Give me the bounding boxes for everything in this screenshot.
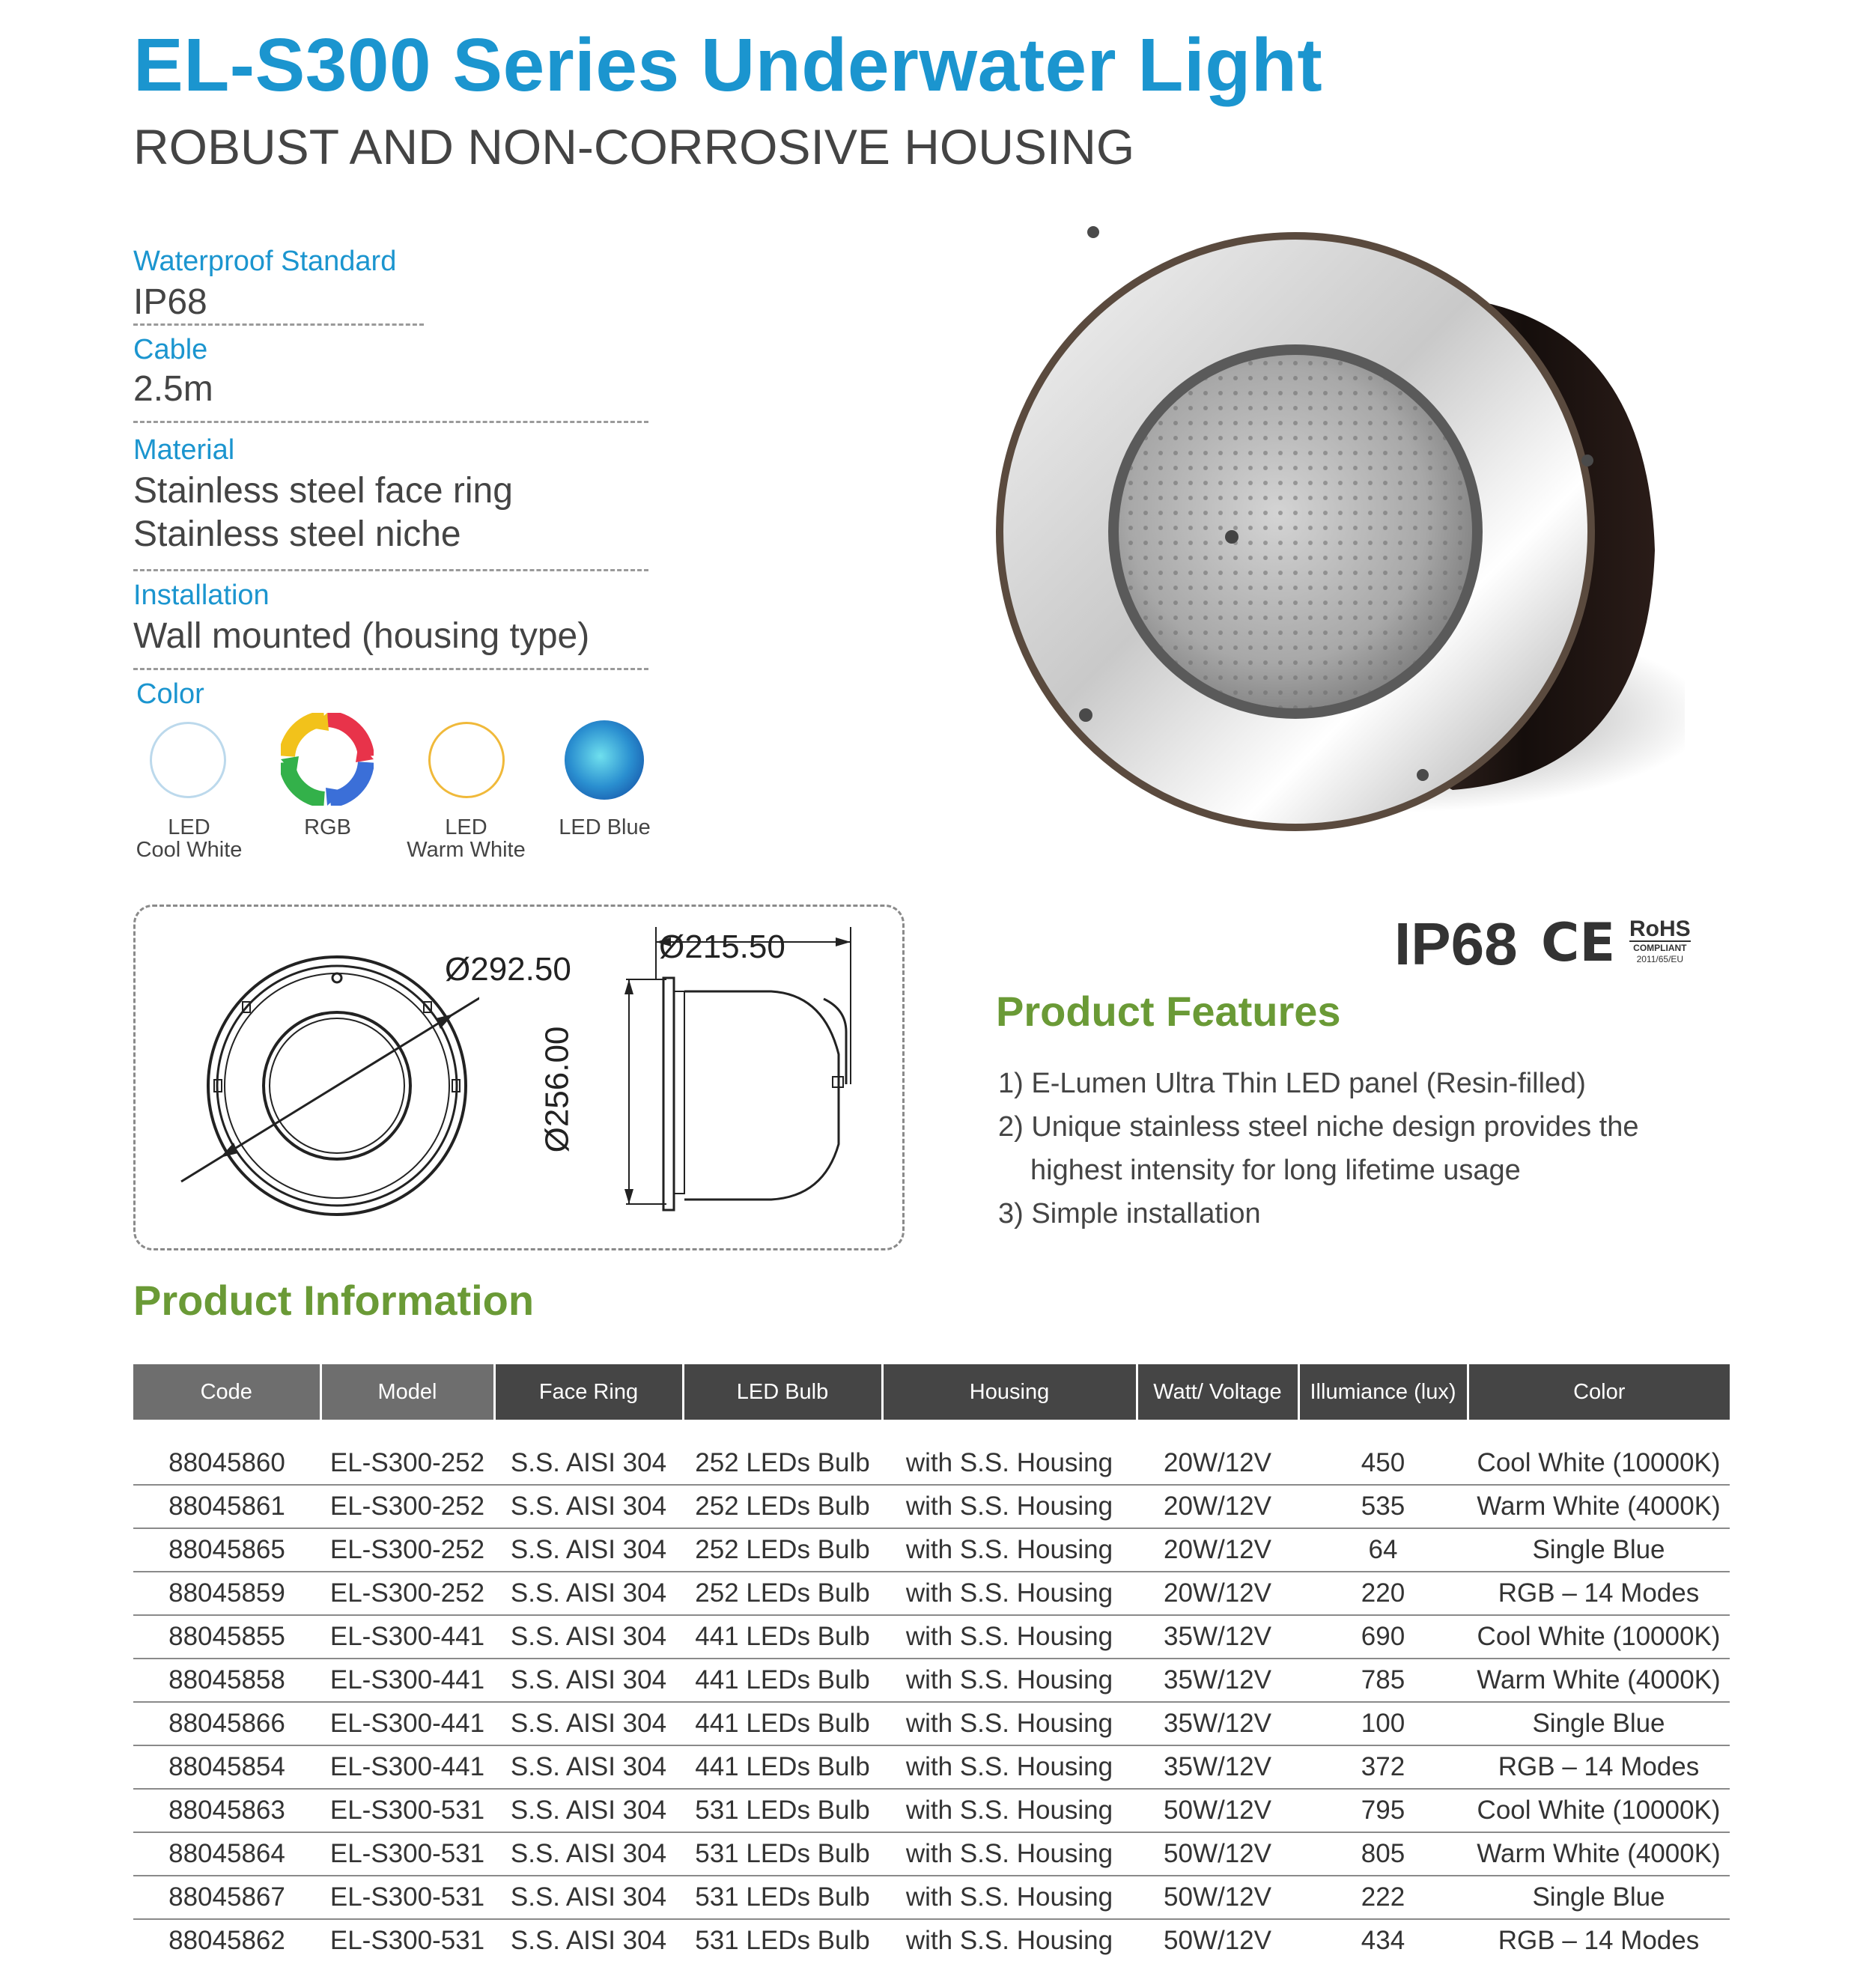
table-row: [133, 1485, 1730, 1528]
cell-color: Single Blue: [1468, 1528, 1730, 1572]
cell-watt-voltage: 20W/12V: [1137, 1572, 1298, 1615]
cell-color: Cool White (10000K): [1468, 1615, 1730, 1659]
spec-divider: [133, 569, 648, 571]
cell-watt-voltage: 35W/12V: [1137, 1702, 1298, 1745]
table-row: [133, 1876, 1730, 1919]
cell-face-ring: S.S. AISI 304: [494, 1485, 683, 1528]
cell-face-ring: S.S. AISI 304: [494, 1442, 683, 1485]
cell-model: EL-S300-441: [320, 1615, 494, 1659]
column-header-led-bulb: LED Bulb: [683, 1364, 882, 1420]
rohs-title: RoHS: [1629, 917, 1691, 941]
spec-value-material-1: Stainless steel face ring: [133, 471, 513, 511]
cell-illuminance: 785: [1298, 1659, 1468, 1702]
cool-white-swatch: [150, 722, 226, 798]
table-row: [133, 1702, 1730, 1745]
cell-led-bulb: 252 LEDs Bulb: [683, 1572, 882, 1615]
table-row: [133, 1745, 1730, 1789]
warm-white-swatch: [428, 722, 505, 798]
cell-model: EL-S300-531: [320, 1789, 494, 1832]
cell-color: Warm White (4000K): [1468, 1832, 1730, 1876]
cell-code: 88045865: [133, 1528, 320, 1572]
cell-led-bulb: 252 LEDs Bulb: [683, 1528, 882, 1572]
cell-led-bulb: 441 LEDs Bulb: [683, 1659, 882, 1702]
column-header-illuminance: Illumiance (lux): [1298, 1364, 1468, 1420]
column-header-code: Code: [133, 1364, 320, 1420]
cell-face-ring: S.S. AISI 304: [494, 1832, 683, 1876]
cell-watt-voltage: 35W/12V: [1137, 1615, 1298, 1659]
table-row: [133, 1528, 1730, 1572]
blue-swatch: [565, 720, 644, 800]
cell-model: EL-S300-252: [320, 1572, 494, 1615]
cell-code: 88045854: [133, 1745, 320, 1789]
cell-code: 88045864: [133, 1832, 320, 1876]
cell-code: 88045863: [133, 1789, 320, 1832]
cell-led-bulb: 441 LEDs Bulb: [683, 1615, 882, 1659]
cell-face-ring: S.S. AISI 304: [494, 1572, 683, 1615]
cell-color: RGB – 14 Modes: [1468, 1745, 1730, 1789]
side-view-drawing: [599, 919, 869, 1234]
cell-illuminance: 535: [1298, 1485, 1468, 1528]
column-header-model: Model: [320, 1364, 494, 1420]
cell-led-bulb: 531 LEDs Bulb: [683, 1876, 882, 1919]
cell-model: EL-S300-252: [320, 1528, 494, 1572]
cell-code: 88045855: [133, 1615, 320, 1659]
cell-model: EL-S300-441: [320, 1659, 494, 1702]
cell-led-bulb: 441 LEDs Bulb: [683, 1702, 882, 1745]
spec-label-installation: Installation: [133, 580, 270, 611]
cell-led-bulb: 531 LEDs Bulb: [683, 1789, 882, 1832]
feature-item: 1) E-Lumen Ultra Thin LED panel (Resin-filled): [998, 1068, 1586, 1099]
spec-value-waterproof: IP68: [133, 282, 207, 322]
cell-watt-voltage: 50W/12V: [1137, 1832, 1298, 1876]
cell-watt-voltage: 50W/12V: [1164, 1926, 1271, 1955]
cell-model: EL-S300-441: [320, 1745, 494, 1789]
cell-illuminance: 64: [1298, 1528, 1468, 1572]
ip68-mark: IP68: [1394, 911, 1518, 977]
table-row: [133, 1832, 1730, 1876]
cell-color: Cool White (10000K): [1468, 1442, 1730, 1485]
feature-item: highest intensity for long lifetime usage: [1030, 1155, 1521, 1186]
cell-housing: with S.S. Housing: [882, 1659, 1137, 1702]
cell-housing: with S.S. Housing: [905, 1926, 1113, 1955]
cell-led-bulb: 252 LEDs Bulb: [683, 1442, 882, 1485]
cell-face-ring: S.S. AISI 304: [510, 1926, 667, 1955]
spec-value-installation: Wall mounted (housing type): [133, 616, 590, 656]
spec-value-cable: 2.5m: [133, 369, 213, 409]
spec-label-cable: Cable: [133, 334, 208, 365]
product-info-table: [133, 1364, 1730, 1962]
cell-face-ring: S.S. AISI 304: [494, 1876, 683, 1919]
feature-item: 2) Unique stainless steel niche design provides the: [998, 1111, 1639, 1143]
swatch-label-warm-white: LED Warm White: [407, 815, 526, 862]
cell-face-ring: S.S. AISI 304: [494, 1745, 683, 1789]
cell-model: EL-S300-531: [320, 1832, 494, 1876]
cell-housing: with S.S. Housing: [882, 1485, 1137, 1528]
cell-housing: with S.S. Housing: [882, 1615, 1137, 1659]
cell-color: RGB – 14 Modes: [1468, 1572, 1730, 1615]
rohs-directive: 2011/65/EU: [1636, 954, 1684, 964]
cell-code: 88045866: [133, 1702, 320, 1745]
cell-housing: with S.S. Housing: [882, 1702, 1137, 1745]
column-header-housing: Housing: [882, 1364, 1137, 1420]
ce-mark: CE: [1541, 912, 1616, 973]
feature-item: 3) Simple installation: [998, 1198, 1261, 1229]
cell-face-ring: S.S. AISI 304: [494, 1702, 683, 1745]
cell-watt-voltage: 50W/12V: [1137, 1789, 1298, 1832]
cell-code: 88045861: [133, 1485, 320, 1528]
swatch-label-blue: LED Blue: [559, 815, 651, 839]
table-row: [133, 1572, 1730, 1615]
rgb-cycle-icon: [281, 713, 374, 806]
cell-illuminance: 220: [1298, 1572, 1468, 1615]
rohs-badge: [1629, 918, 1691, 964]
cell-model: EL-S300-252: [320, 1442, 494, 1485]
spec-label-waterproof: Waterproof Standard: [133, 246, 397, 277]
spec-divider: [133, 323, 424, 326]
cell-face-ring: S.S. AISI 304: [494, 1789, 683, 1832]
cell-model: EL-S300-441: [320, 1702, 494, 1745]
column-header-color: Color: [1468, 1364, 1730, 1420]
table-row: [133, 1615, 1730, 1659]
table-header-row: [133, 1364, 1730, 1420]
table-row: [133, 1659, 1730, 1702]
rohs-compliant: COMPLIANT: [1629, 940, 1691, 954]
cell-watt-voltage: 35W/12V: [1137, 1659, 1298, 1702]
spec-divider: [133, 668, 648, 670]
cell-color: RGB – 14 Modes: [1498, 1926, 1700, 1955]
cell-led-bulb: 441 LEDs Bulb: [683, 1745, 882, 1789]
table-row: [133, 1789, 1730, 1832]
cell-watt-voltage: 20W/12V: [1137, 1528, 1298, 1572]
cell-face-ring: S.S. AISI 304: [494, 1615, 683, 1659]
features-heading: Product Features: [996, 988, 1341, 1035]
spec-value-material-2: Stainless steel niche: [133, 514, 461, 554]
product-photo: [973, 191, 1685, 865]
front-view-drawing: [165, 914, 479, 1243]
cell-illuminance: 450: [1298, 1442, 1468, 1485]
cell-code: 88045860: [133, 1442, 320, 1485]
cell-housing: with S.S. Housing: [882, 1442, 1137, 1485]
cell-illuminance: 372: [1298, 1745, 1468, 1789]
page-subtitle: ROBUST AND NON-CORROSIVE HOUSING: [133, 119, 1135, 174]
spec-label-material: Material: [133, 434, 235, 466]
table-row: [133, 1442, 1730, 1485]
niche-diameter-label: Ø215.50: [659, 928, 785, 965]
column-header-watt-voltage: Watt/ Voltage: [1137, 1364, 1298, 1420]
swatch-label-rgb: RGB: [304, 815, 351, 839]
cell-housing: with S.S. Housing: [882, 1572, 1137, 1615]
cell-face-ring: S.S. AISI 304: [494, 1659, 683, 1702]
spec-divider: [133, 421, 648, 423]
cell-illuminance: 434: [1361, 1926, 1405, 1955]
cell-model: EL-S300-252: [320, 1485, 494, 1528]
cell-face-ring: S.S. AISI 304: [494, 1528, 683, 1572]
cell-housing: with S.S. Housing: [882, 1745, 1137, 1789]
cell-illuminance: 100: [1298, 1702, 1468, 1745]
cell-led-bulb: 531 LEDs Bulb: [695, 1926, 870, 1955]
cell-code: 88045858: [133, 1659, 320, 1702]
swatch-label-cool-white: LED Cool White: [136, 815, 243, 862]
product-info-heading: Product Information: [133, 1277, 535, 1324]
face-diameter-label: Ø292.50: [445, 951, 571, 988]
cell-illuminance: 222: [1298, 1876, 1468, 1919]
cell-housing: with S.S. Housing: [882, 1528, 1137, 1572]
cell-color: Warm White (4000K): [1468, 1485, 1730, 1528]
cell-housing: with S.S. Housing: [882, 1876, 1137, 1919]
cell-watt-voltage: 50W/12V: [1137, 1876, 1298, 1919]
page-title: EL-S300 Series Underwater Light: [133, 23, 1323, 107]
cell-color: Single Blue: [1468, 1876, 1730, 1919]
depth-label: Ø256.00: [538, 1026, 576, 1153]
column-header-face-ring: Face Ring: [494, 1364, 683, 1420]
cell-color: Single Blue: [1468, 1702, 1730, 1745]
cell-code: 88045867: [133, 1876, 320, 1919]
cell-code: 88045859: [133, 1572, 320, 1615]
cell-illuminance: 690: [1298, 1615, 1468, 1659]
cell-watt-voltage: 35W/12V: [1137, 1745, 1298, 1789]
cell-model: EL-S300-531: [320, 1876, 494, 1919]
cell-led-bulb: 252 LEDs Bulb: [683, 1485, 882, 1528]
cell-color: Cool White (10000K): [1468, 1789, 1730, 1832]
cell-watt-voltage: 20W/12V: [1137, 1442, 1298, 1485]
table-row: [133, 1919, 1730, 1962]
cell-code: 88045862: [168, 1926, 285, 1955]
cell-illuminance: 795: [1298, 1789, 1468, 1832]
cell-housing: with S.S. Housing: [882, 1832, 1137, 1876]
cell-color: Warm White (4000K): [1468, 1659, 1730, 1702]
cell-illuminance: 805: [1298, 1832, 1468, 1876]
cell-watt-voltage: 20W/12V: [1137, 1485, 1298, 1528]
cell-model: EL-S300-531: [329, 1926, 485, 1955]
cell-led-bulb: 531 LEDs Bulb: [683, 1832, 882, 1876]
spec-label-color: Color: [136, 678, 204, 710]
cell-housing: with S.S. Housing: [882, 1789, 1137, 1832]
